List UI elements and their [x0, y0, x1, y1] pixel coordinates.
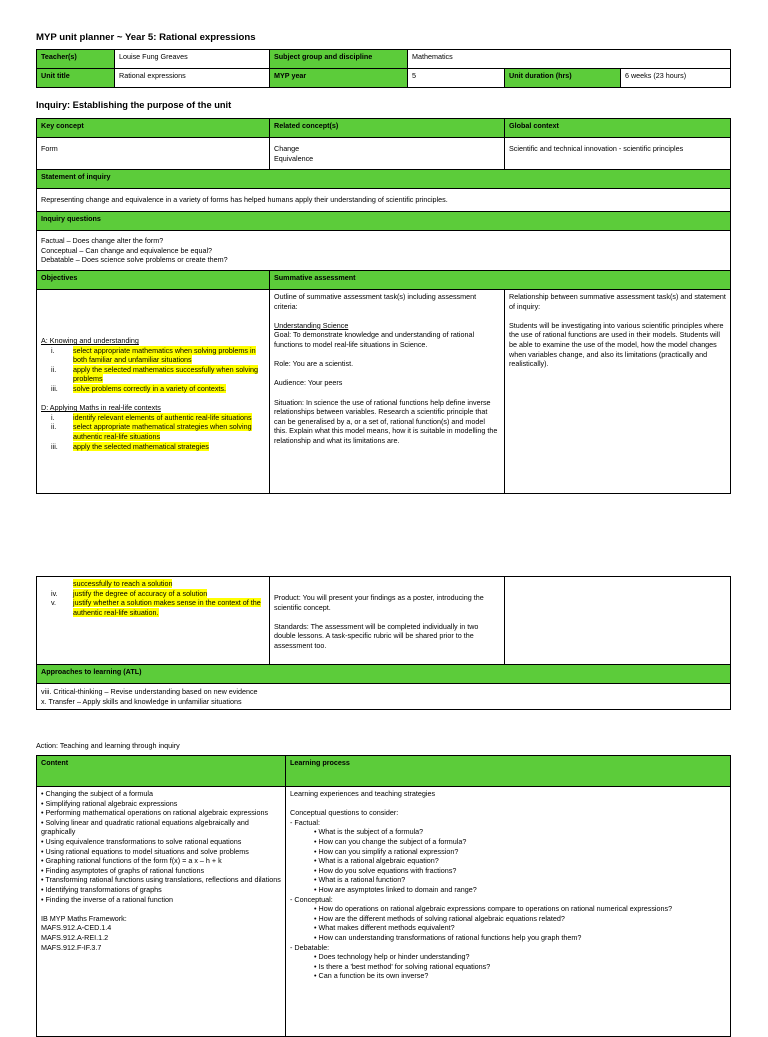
- summative-product: Product: You will present your findings as a poster, introducing the scientific concept.: [274, 593, 484, 612]
- action-table: [36, 755, 731, 1037]
- action-heading: Action: Teaching and learning through inquiry: [36, 741, 180, 750]
- list-item: • Changing the subject of a formula: [41, 789, 153, 798]
- factual-label: - Factual:: [290, 817, 320, 827]
- atl-cell: [37, 684, 731, 710]
- global-context-value: Scientific and technical innovation - scientific principles: [505, 138, 731, 170]
- summative-situation: Situation: In science the use of rational functions help define inverse relationships between variables. Research a scientific principle that can be generalised by a, or a set of, rational function(s) and model this. Explain what this model means, how it is suitable in modelling the relationship and what its limitations are.: [274, 397, 498, 445]
- list-item: • What is a rational function?: [314, 875, 406, 885]
- objective-a-title: A: Knowing and understanding: [41, 336, 139, 345]
- related-concepts-value: [270, 138, 505, 170]
- list-item: successfully to reach a solution: [73, 579, 173, 588]
- list-item: ii. apply the selected mathematics successfully when solving problems: [51, 364, 258, 384]
- objectives-label: Objectives: [37, 271, 270, 290]
- list-item: iii. apply the selected mathematical strategies: [51, 441, 209, 451]
- inquiry-heading: Inquiry: Establishing the purpose of the unit: [36, 100, 232, 110]
- list-item: • How are asymptotes linked to domain and range?: [314, 884, 477, 894]
- myp-year-value: 5: [408, 69, 505, 88]
- summative-task-cell-continued: [270, 577, 505, 665]
- list-item: • What is a rational algebraic equation?: [314, 856, 439, 866]
- atl-item: x. Transfer – Apply skills and knowledge in unfamiliar situations: [41, 696, 242, 706]
- learning-process-cell: [286, 787, 731, 1037]
- question-conceptual: Conceptual – Can change and equivalence be equal?: [41, 245, 213, 255]
- conceptual-questions-title: Conceptual questions to consider:: [290, 808, 399, 818]
- framework-item: MAFS.912.F-IF.3.7: [41, 942, 102, 952]
- myp-year-label: MYP year: [270, 69, 408, 88]
- summative-understanding-title: Understanding Science: [274, 320, 349, 330]
- questions-label: Inquiry questions: [37, 212, 731, 231]
- list-item: • Finding the inverse of a rational function: [41, 894, 173, 904]
- conceptual-label: - Conceptual:: [290, 894, 333, 904]
- duration-label: Unit duration (hrs): [505, 69, 621, 88]
- teacher-label: Teacher(s): [37, 50, 115, 69]
- summative-goal: Goal: To demonstrate knowledge and understanding of rational functions to model real-life situations in Science.: [274, 330, 475, 349]
- list-item: • Finding asymptotes of graphs of rational functions: [41, 865, 205, 875]
- summative-task-cell: [270, 290, 505, 494]
- unit-title-value: Rational expressions: [115, 69, 270, 88]
- list-item: • Using equivalence transformations to solve rational equations: [41, 836, 242, 846]
- subject-value: Mathematics: [408, 50, 731, 69]
- related-concept-item: Change: [274, 144, 300, 153]
- question-debatable: Debatable – Does science solve problems or create them?: [41, 255, 228, 265]
- list-item: • Identifying transformations of graphs: [41, 884, 162, 894]
- relationship-cell-continued: [505, 577, 731, 665]
- list-item: iii. solve problems correctly in a variety of contexts.: [51, 383, 226, 393]
- list-item: iv. justify the degree of accuracy of a solution: [51, 588, 208, 598]
- unit-info-table: [36, 49, 731, 88]
- list-item: • How can understanding transformations of rational functions help you graph them?: [314, 932, 582, 942]
- atl-item: viii. Critical-thinking – Revise understanding based on new evidence: [41, 686, 258, 696]
- list-item: • Simplifying rational algebraic expressions: [41, 798, 178, 808]
- global-context-label: Global context: [505, 119, 731, 138]
- objective-d-list-continued: [41, 579, 265, 617]
- inquiry-table-continued: [36, 576, 731, 710]
- list-item: • Transforming rational functions using translations, reflections and dilations: [41, 875, 281, 885]
- unit-title-label: Unit title: [37, 69, 115, 88]
- content-label: Content: [37, 756, 286, 787]
- subject-label: Subject group and discipline: [270, 50, 408, 69]
- list-item: • What is the subject of a formula?: [314, 827, 424, 837]
- framework-item: MAFS.912.A-CED.1.4: [41, 923, 112, 933]
- objective-a-list: [41, 346, 265, 394]
- list-item: v. justify whether a solution makes sense in the context of the authentic real-life situation.: [51, 598, 261, 617]
- conceptual-list: [290, 904, 726, 942]
- related-concepts-label: Related concept(s): [270, 119, 505, 138]
- list-item: • Can a function be its own inverse?: [314, 971, 429, 981]
- inquiry-table: [36, 118, 731, 494]
- list-item: • Is there a 'best method' for solving rational equations?: [314, 961, 491, 971]
- list-item: i. identify relevant elements of authentic real-life situations: [51, 412, 252, 422]
- summative-audience: Audience: Your peers: [274, 378, 343, 388]
- related-concept-item: Equivalence: [274, 153, 314, 163]
- key-concept-value: Form: [37, 138, 270, 170]
- inquiry-questions: [37, 231, 731, 271]
- list-item: • Graphing rational functions of the form f(x) = a x – h + k: [41, 856, 222, 866]
- learning-process-label: Learning process: [286, 756, 731, 787]
- objective-d-title: D: Applying Maths in real-life contexts: [41, 403, 161, 413]
- key-concept-label: Key concept: [37, 119, 270, 138]
- atl-label: Approaches to learning (ATL): [37, 665, 731, 684]
- debatable-list: [290, 952, 726, 981]
- list-item: • Solving linear and quadratic rational equations algebraically and graphically: [41, 817, 249, 837]
- relationship-text: Students will be investigating into various scientific principles where the use of rational functions are used in their models. Students will be able to examine the use of the model, how the model changes when variables change, and also its limitations (practically and realistically).: [509, 320, 724, 369]
- objective-d-list: [41, 413, 265, 451]
- factual-list: [290, 827, 726, 894]
- framework-item: MAFS.912.A-REI.1.2: [41, 932, 109, 942]
- list-item: • How can you simplify a rational expression?: [314, 846, 459, 856]
- relationship-cell: [505, 290, 731, 494]
- list-item: i. select appropriate mathematics when solving problems in both familiar and unfamiliar situations: [51, 345, 256, 365]
- framework-title: IB MYP Maths Framework:: [41, 913, 127, 923]
- debatable-label: - Debatable:: [290, 942, 330, 952]
- summative-standards: Standards: The assessment will be completed individually in two double lessons. A task-specific rubric will be shared prior to the assessment too.: [274, 621, 479, 650]
- list-item: • What makes different methods equivalent?: [314, 923, 455, 933]
- process-title: Learning experiences and teaching strategies: [290, 789, 436, 798]
- summative-label: Summative assessment: [270, 271, 731, 290]
- list-item: • Performing mathematical operations on rational algebraic expressions: [41, 808, 269, 818]
- list-item: • Does technology help or hinder understanding?: [314, 952, 470, 962]
- objectives-cell: [37, 290, 270, 494]
- list-item: • How do you solve equations with fractions?: [314, 865, 457, 875]
- objectives-cell-continued: [37, 577, 270, 665]
- list-item: • How do operations on rational algebraic expressions compare to operations on rational numerical expressions?: [314, 904, 673, 914]
- list-item: • How can you change the subject of a formula?: [314, 836, 467, 846]
- question-factual: Factual – Does change alter the form?: [41, 236, 164, 246]
- list-item: • How are the different methods of solving rational algebraic equations related?: [314, 913, 565, 923]
- content-list: [41, 789, 281, 904]
- teacher-value: Louise Fung Greaves: [115, 50, 270, 69]
- statement-label: Statement of inquiry: [37, 170, 731, 189]
- page-title: MYP unit planner ~ Year 5: Rational expressions: [36, 32, 256, 43]
- summative-role: Role: You are a scientist.: [274, 359, 354, 369]
- duration-value: 6 weeks (23 hours): [621, 69, 731, 88]
- summative-outline: Outline of summative assessment task(s) including assessment criteria:: [274, 292, 477, 311]
- list-item: • Using rational equations to model situations and solve problems: [41, 846, 249, 856]
- relationship-label: Relationship between summative assessment task(s) and statement of inquiry:: [509, 292, 726, 311]
- content-cell: [37, 787, 286, 1037]
- list-item: ii. select appropriate mathematical strategies when solving authentic real-life situations: [51, 422, 252, 441]
- statement-value: Representing change and equivalence in a variety of forms has helped humans apply their understanding of scientific principles.: [37, 189, 731, 212]
